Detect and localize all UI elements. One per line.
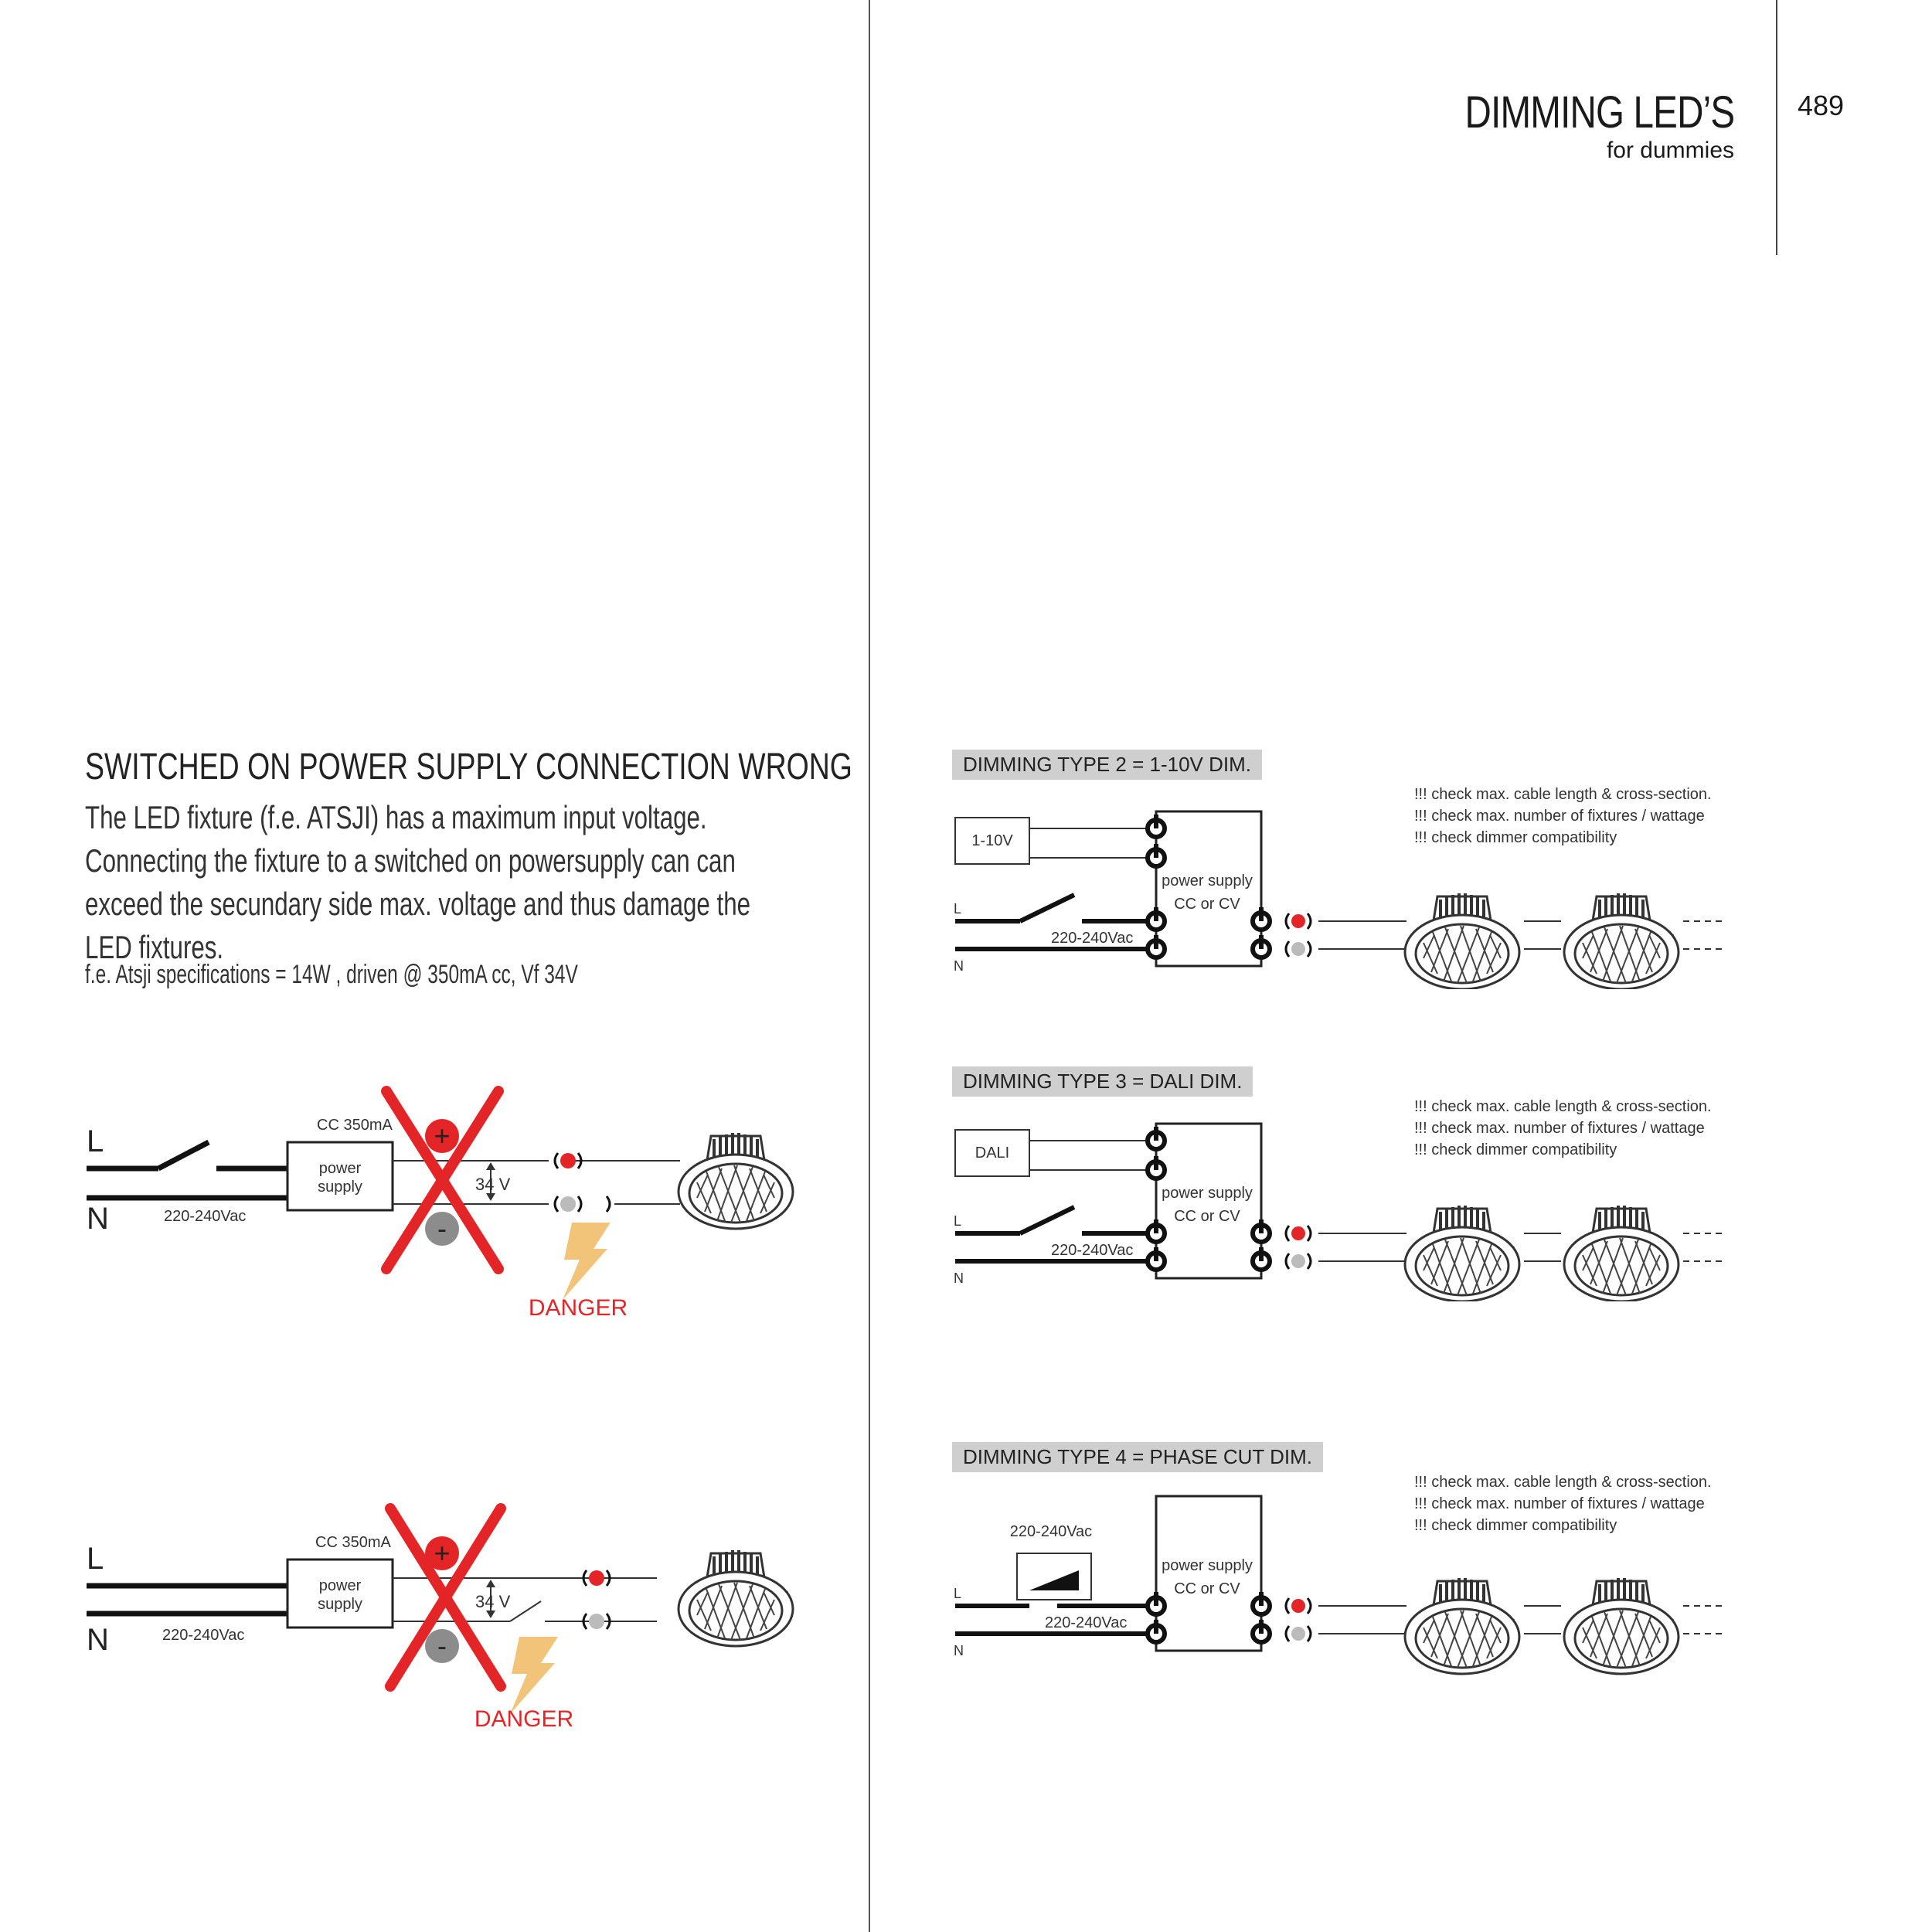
svg-text:!!! check max. number of fixtu: !!! check max. number of fixtures / wattage	[1414, 1495, 1705, 1512]
power-supply-label-1: power supply	[1162, 1557, 1253, 1574]
notes	[1414, 1474, 1712, 1534]
danger-bolt-icon	[510, 1637, 558, 1714]
dimming-type-3-diagram	[943, 1093, 1731, 1301]
notes	[1414, 1098, 1712, 1158]
input-voltage-label: 220-240Vac	[1051, 1242, 1134, 1259]
plus-connector-icon	[1286, 913, 1311, 929]
input-voltage-label: 220-240Vac	[162, 1627, 245, 1644]
danger-bolt-icon	[563, 1223, 611, 1300]
minus-connector-icon	[1286, 1253, 1311, 1269]
svg-text:!!! check max. cable length &: !!! check max. cable length & cross-section.	[1414, 1474, 1712, 1491]
live-label: L	[954, 1586, 962, 1601]
voltage-label: 34 V	[475, 1175, 511, 1194]
led-fixture-icon-2	[1564, 1578, 1679, 1674]
svg-text:-: -	[437, 1213, 447, 1244]
notes	[1414, 786, 1712, 846]
live-label: L	[87, 1542, 104, 1576]
page-spine	[869, 0, 870, 1932]
power-supply-label-1: power supply	[1162, 1185, 1253, 1202]
power-supply-label-1: power	[318, 1160, 362, 1177]
dimming-type-2-label: DIMMING TYPE 2 = 1-10V DIM.	[952, 750, 1262, 780]
svg-text:!!! check dimmer compatibility: !!! check dimmer compatibility	[1414, 1141, 1617, 1158]
power-supply-label-1: power	[318, 1577, 362, 1594]
svg-text:!!! check max. number of fixtu: !!! check max. number of fixtures / wattage	[1414, 808, 1705, 825]
svg-text:!!! check dimmer compatibility: !!! check dimmer compatibility	[1414, 1517, 1617, 1534]
header-rule	[1776, 0, 1777, 255]
dimming-type-4-diagram	[943, 1468, 1731, 1677]
wrong-wiring-diagram-2	[77, 1492, 819, 1747]
page-subtitle: for dummies	[1606, 138, 1734, 163]
svg-text:!!! check dimmer compatibility: !!! check dimmer compatibility	[1414, 829, 1617, 846]
neutral-label: N	[87, 1202, 109, 1236]
power-supply-label-2: CC or CV	[1174, 1208, 1240, 1225]
led-fixture-icon-1	[1405, 893, 1519, 989]
dimming-type-4-label: DIMMING TYPE 4 = PHASE CUT DIM.	[952, 1442, 1323, 1472]
led-fixture-icon-2	[1564, 893, 1679, 989]
svg-text:!!! check max. cable length &: !!! check max. cable length & cross-section.	[1414, 1098, 1712, 1115]
led-fixture-icon-2	[1564, 1206, 1679, 1301]
minus-connector-icon	[1286, 1626, 1311, 1641]
svg-text:!!! check max. number of fixtu: !!! check max. number of fixtures / wattage	[1414, 1120, 1705, 1137]
led-fixture-icon	[679, 1133, 793, 1229]
danger-label: DANGER	[474, 1706, 574, 1732]
power-supply-label-1: power supply	[1162, 872, 1253, 889]
dimmer-voltage-label: 220-240Vac	[1009, 1523, 1093, 1540]
switch-symbol	[87, 1142, 287, 1198]
neutral-label: N	[954, 1270, 964, 1286]
wrong-wiring-diagram-1	[77, 1074, 819, 1337]
led-fixture-icon	[679, 1550, 793, 1646]
input-voltage-label: 220-240Vac	[1051, 930, 1134, 947]
power-supply-label-2: supply	[318, 1179, 362, 1196]
spec-line: f.e. Atsji specifications = 14W , driven @ 350mA cc, Vf 34V	[85, 960, 578, 989]
input-voltage-label: 220-240Vac	[164, 1208, 247, 1225]
control-label: DALI	[975, 1145, 1010, 1162]
live-label: L	[954, 1213, 962, 1229]
svg-text:+: +	[434, 1120, 451, 1151]
current-label: CC 350mA	[315, 1534, 391, 1551]
input-voltage-label: 220-240Vac	[1045, 1614, 1128, 1631]
power-supply-label-2: supply	[318, 1596, 362, 1613]
minus-connector-icon	[1286, 941, 1311, 957]
voltage-label: 34 V	[475, 1592, 511, 1611]
live-label: L	[87, 1124, 104, 1158]
dimming-type-3-label: DIMMING TYPE 3 = DALI DIM.	[952, 1066, 1253, 1097]
danger-label: DANGER	[528, 1295, 628, 1321]
led-fixture-icon-1	[1405, 1206, 1519, 1301]
power-supply-label-2: CC or CV	[1174, 1580, 1240, 1597]
plus-connector-icon	[1286, 1226, 1311, 1241]
page-number: 489	[1798, 90, 1845, 121]
dimming-type-2-diagram	[943, 781, 1731, 989]
led-fixture-icon-1	[1405, 1578, 1519, 1674]
svg-text:!!! check max. cable length &: !!! check max. cable length & cross-section.	[1414, 786, 1712, 803]
neutral-label: N	[87, 1623, 109, 1657]
plus-connector-icon	[1286, 1598, 1311, 1614]
phase-cut-dimmer-box	[1017, 1553, 1091, 1600]
section-title: SWITCHED ON POWER SUPPLY CONNECTION WRONG	[85, 747, 852, 787]
neutral-label: N	[954, 1643, 964, 1658]
power-supply-label-2: CC or CV	[1174, 896, 1240, 913]
neutral-label: N	[954, 958, 964, 974]
section-body: The LED fixture (f.e. ATSJI) has a maximum input voltage. Connecting the fixture to a switched on powersupply can can exceed the secundary side max. voltage and thus damage the LED fixtures.	[85, 799, 751, 965]
live-label: L	[954, 901, 962, 917]
page-title: DIMMING LED’S	[1464, 87, 1734, 138]
current-label: CC 350mA	[317, 1117, 393, 1134]
minus-connector-icon	[555, 1196, 610, 1212]
svg-text:-: -	[437, 1630, 447, 1662]
svg-text:+: +	[434, 1537, 451, 1569]
control-label: 1-10V	[971, 832, 1013, 849]
